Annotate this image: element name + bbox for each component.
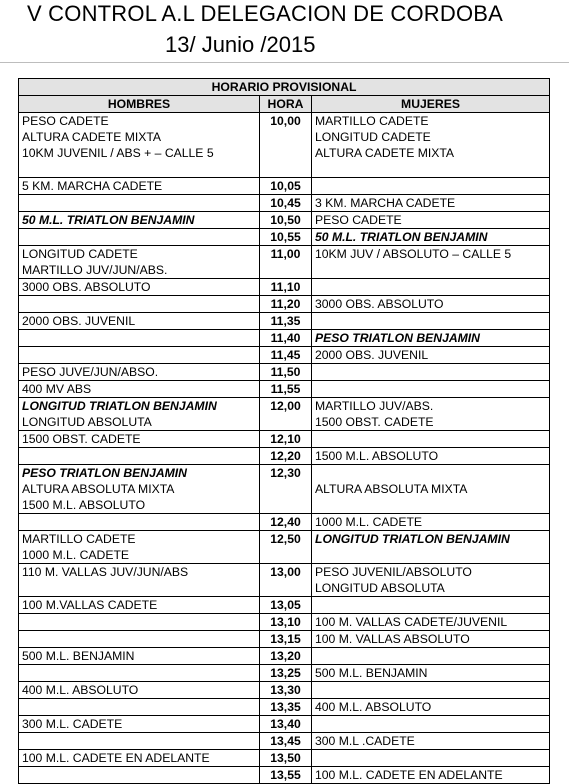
event-line bbox=[315, 431, 546, 447]
table-row bbox=[19, 614, 550, 631]
table-row bbox=[19, 597, 550, 614]
men-event-cell bbox=[19, 767, 260, 784]
event-line: 3000 OBS. ABSOLUTO bbox=[22, 280, 151, 294]
event-line: 1000 M.L. CADETE bbox=[22, 548, 130, 562]
time-cell: 11,45 bbox=[260, 347, 312, 364]
table-row bbox=[19, 431, 550, 448]
event-line bbox=[22, 733, 256, 749]
table-row bbox=[19, 750, 550, 767]
column-header-men: HOMBRES bbox=[19, 96, 260, 113]
time-cell: 13,20 bbox=[260, 648, 312, 665]
event-line bbox=[22, 665, 256, 681]
event-line: 500 M.L. BENJAMIN bbox=[315, 666, 428, 680]
event-line: PESO CADETE bbox=[22, 114, 109, 128]
table-row bbox=[19, 682, 550, 699]
table-row bbox=[19, 665, 550, 682]
time-cell: 12,40 bbox=[260, 514, 312, 531]
women-event-cell bbox=[312, 531, 550, 564]
women-event-cell bbox=[312, 465, 550, 514]
event-line bbox=[315, 178, 546, 194]
women-event-cell bbox=[312, 398, 550, 431]
event-line bbox=[315, 313, 546, 329]
event-line: ALTURA CADETE MIXTA bbox=[315, 146, 455, 160]
time-cell: 13,55 bbox=[260, 767, 312, 784]
event-line: 10KM JUV / ABSOLUTO – CALLE 5 bbox=[315, 247, 512, 261]
event-line: 100 M. VALLAS CADETE/JUVENIL bbox=[315, 615, 508, 629]
time-cell: 10,00 bbox=[260, 113, 312, 178]
time-cell: 11,40 bbox=[260, 330, 312, 347]
time-cell: 13,05 bbox=[260, 597, 312, 614]
event-line: 2000 OBS. JUVENIL bbox=[315, 348, 429, 362]
event-line: PESO CADETE bbox=[315, 213, 402, 227]
men-event-cell bbox=[19, 113, 260, 178]
event-line: PESO TRIATLON BENJAMIN bbox=[22, 466, 187, 480]
event-line: 100 M.L. CADETE EN ADELANTE bbox=[315, 768, 503, 782]
table-row bbox=[19, 465, 550, 514]
table-row bbox=[19, 648, 550, 665]
men-event-cell bbox=[19, 195, 260, 212]
men-event-cell bbox=[19, 279, 260, 296]
event-line: 110 M. VALLAS JUV/JUN/ABS bbox=[22, 565, 189, 579]
event-line: 300 M.L. CADETE bbox=[22, 717, 123, 731]
document-title: V CONTROL A.L DELEGACION DE CORDOBA bbox=[27, 1, 504, 26]
time-cell: 10,05 bbox=[260, 178, 312, 195]
title-divider bbox=[0, 62, 569, 63]
event-line bbox=[315, 381, 546, 397]
time-cell: 11,35 bbox=[260, 313, 312, 330]
document-date: 13/ Junio /2015 bbox=[165, 32, 316, 57]
event-line: MARTILLO CADETE bbox=[315, 114, 429, 128]
women-event-cell bbox=[312, 381, 550, 398]
table-row bbox=[19, 716, 550, 733]
men-event-cell bbox=[19, 347, 260, 364]
event-line: 10KM JUVENIL / ABS + – CALLE 5 bbox=[22, 146, 214, 160]
women-event-cell bbox=[312, 597, 550, 614]
event-line: 2000 OBS. JUVENIL bbox=[22, 314, 136, 328]
event-line: 400 M.L. ABSOLUTO bbox=[315, 700, 432, 714]
men-event-cell bbox=[19, 699, 260, 716]
time-cell: 13,50 bbox=[260, 750, 312, 767]
event-line bbox=[315, 648, 546, 664]
time-cell: 13,00 bbox=[260, 564, 312, 597]
women-event-cell bbox=[312, 767, 550, 784]
men-event-cell bbox=[19, 597, 260, 614]
women-event-cell bbox=[312, 631, 550, 648]
table-row bbox=[19, 364, 550, 381]
men-event-cell bbox=[19, 364, 260, 381]
table-row bbox=[19, 279, 550, 296]
event-line: 3 KM. MARCHA CADETE bbox=[315, 196, 456, 210]
event-line bbox=[22, 514, 256, 530]
time-cell: 13,10 bbox=[260, 614, 312, 631]
event-line: MARTILLO CADETE bbox=[22, 532, 136, 546]
event-line bbox=[22, 195, 256, 211]
table-row bbox=[19, 195, 550, 212]
table-row bbox=[19, 296, 550, 313]
women-event-cell bbox=[312, 564, 550, 597]
men-event-cell bbox=[19, 733, 260, 750]
women-event-cell bbox=[312, 296, 550, 313]
event-line: 50 M.L. TRIATLON BENJAMIN bbox=[315, 230, 488, 244]
table-header-row bbox=[19, 96, 550, 113]
event-line: MARTILLO JUV/JUN/ABS. bbox=[22, 263, 168, 277]
time-cell: 11,50 bbox=[260, 364, 312, 381]
event-line: PESO TRIATLON BENJAMIN bbox=[315, 331, 480, 345]
women-event-cell bbox=[312, 330, 550, 347]
time-cell: 12,00 bbox=[260, 398, 312, 431]
men-event-cell bbox=[19, 531, 260, 564]
table-row bbox=[19, 178, 550, 195]
event-line bbox=[315, 465, 546, 481]
men-event-cell bbox=[19, 648, 260, 665]
time-cell: 13,40 bbox=[260, 716, 312, 733]
event-line: 500 M.L. BENJAMIN bbox=[22, 649, 135, 663]
women-event-cell bbox=[312, 750, 550, 767]
event-line: ALTURA CADETE MIXTA bbox=[22, 130, 162, 144]
men-event-cell bbox=[19, 212, 260, 229]
schedule-body bbox=[19, 113, 550, 784]
event-line bbox=[315, 750, 546, 766]
men-event-cell bbox=[19, 229, 260, 246]
event-line: ALTURA ABSOLUTA MIXTA bbox=[22, 482, 175, 496]
event-line bbox=[22, 161, 256, 177]
table-caption: HORARIO PROVISIONAL bbox=[19, 79, 550, 96]
event-line: 300 M.L .CADETE bbox=[315, 734, 415, 748]
women-event-cell bbox=[312, 347, 550, 364]
men-event-cell bbox=[19, 398, 260, 431]
time-cell: 11,20 bbox=[260, 296, 312, 313]
women-event-cell bbox=[312, 178, 550, 195]
event-line: ALTURA ABSOLUTA MIXTA bbox=[315, 482, 468, 496]
men-event-cell bbox=[19, 330, 260, 347]
event-line bbox=[22, 330, 256, 346]
event-line: 1000 M.L. CADETE bbox=[315, 515, 423, 529]
men-event-cell bbox=[19, 682, 260, 699]
table-row bbox=[19, 531, 550, 564]
women-event-cell bbox=[312, 648, 550, 665]
table-row bbox=[19, 631, 550, 648]
event-line: 5 KM. MARCHA CADETE bbox=[22, 179, 163, 193]
event-line bbox=[22, 631, 256, 647]
women-event-cell bbox=[312, 682, 550, 699]
men-event-cell bbox=[19, 514, 260, 531]
women-event-cell bbox=[312, 113, 550, 178]
table-row bbox=[19, 246, 550, 279]
event-line: 50 M.L. TRIATLON BENJAMIN bbox=[22, 213, 195, 227]
time-cell: 10,45 bbox=[260, 195, 312, 212]
event-line: 100 M.VALLAS CADETE bbox=[22, 598, 158, 612]
event-line bbox=[22, 614, 256, 630]
table-row bbox=[19, 514, 550, 531]
time-cell: 12,20 bbox=[260, 448, 312, 465]
men-event-cell bbox=[19, 665, 260, 682]
event-line: 1500 OBST. CADETE bbox=[315, 415, 434, 429]
table-row bbox=[19, 381, 550, 398]
event-line: 1500 OBST. CADETE bbox=[22, 432, 141, 446]
event-line: PESO JUVE/JUN/ABSO. bbox=[22, 365, 159, 379]
event-line: 100 M.L. CADETE EN ADELANTE bbox=[22, 751, 210, 765]
event-line bbox=[22, 229, 256, 245]
table-row bbox=[19, 564, 550, 597]
event-line bbox=[22, 347, 256, 363]
time-cell: 13,35 bbox=[260, 699, 312, 716]
event-line bbox=[315, 364, 546, 380]
event-line bbox=[22, 767, 256, 783]
event-line: LONGITUD ABSOLUTA bbox=[22, 415, 152, 429]
men-event-cell bbox=[19, 448, 260, 465]
table-row bbox=[19, 347, 550, 364]
time-cell: 11,10 bbox=[260, 279, 312, 296]
women-event-cell bbox=[312, 364, 550, 381]
men-event-cell bbox=[19, 465, 260, 514]
women-event-cell bbox=[312, 614, 550, 631]
women-event-cell bbox=[312, 699, 550, 716]
table-row bbox=[19, 448, 550, 465]
event-line: LONGITUD TRIATLON BENJAMIN bbox=[315, 532, 510, 546]
table-row bbox=[19, 313, 550, 330]
men-event-cell bbox=[19, 296, 260, 313]
men-event-cell bbox=[19, 716, 260, 733]
time-cell: 12,30 bbox=[260, 465, 312, 514]
men-event-cell bbox=[19, 313, 260, 330]
table-row bbox=[19, 113, 550, 178]
event-line: PESO JUVENIL/ABSOLUTO bbox=[315, 565, 472, 579]
men-event-cell bbox=[19, 631, 260, 648]
event-line bbox=[22, 699, 256, 715]
time-cell: 13,15 bbox=[260, 631, 312, 648]
men-event-cell bbox=[19, 381, 260, 398]
men-event-cell bbox=[19, 431, 260, 448]
women-event-cell bbox=[312, 313, 550, 330]
event-line: LONGITUD TRIATLON BENJAMIN bbox=[22, 399, 217, 413]
event-line: 100 M. VALLAS ABSOLUTO bbox=[315, 632, 470, 646]
table-row bbox=[19, 733, 550, 750]
event-line: 400 M.L. ABSOLUTO bbox=[22, 683, 139, 697]
table-row bbox=[19, 330, 550, 347]
event-line bbox=[315, 716, 546, 732]
column-header-time: HORA bbox=[260, 96, 312, 113]
women-event-cell bbox=[312, 212, 550, 229]
table-row bbox=[19, 229, 550, 246]
table-row bbox=[19, 699, 550, 716]
event-line bbox=[315, 682, 546, 698]
women-event-cell bbox=[312, 229, 550, 246]
event-line: 1500 M.L. ABSOLUTO bbox=[315, 449, 439, 463]
column-header-women: MUJERES bbox=[312, 96, 550, 113]
men-event-cell bbox=[19, 246, 260, 279]
time-cell: 12,50 bbox=[260, 531, 312, 564]
table-caption-row bbox=[19, 79, 550, 96]
time-cell: 12,10 bbox=[260, 431, 312, 448]
event-line: 400 MV ABS bbox=[22, 382, 92, 396]
women-event-cell bbox=[312, 665, 550, 682]
women-event-cell bbox=[312, 246, 550, 279]
event-line bbox=[315, 279, 546, 295]
event-line: LONGITUD ABSOLUTA bbox=[315, 581, 445, 595]
women-event-cell bbox=[312, 195, 550, 212]
event-line: MARTILLO JUV/ABS. bbox=[315, 399, 434, 413]
men-event-cell bbox=[19, 614, 260, 631]
time-cell: 13,25 bbox=[260, 665, 312, 682]
time-cell: 10,55 bbox=[260, 229, 312, 246]
event-line bbox=[315, 597, 546, 613]
time-cell: 10,50 bbox=[260, 212, 312, 229]
table-row bbox=[19, 767, 550, 784]
time-cell: 11,00 bbox=[260, 246, 312, 279]
table-row bbox=[19, 398, 550, 431]
event-line: 3000 OBS. ABSOLUTO bbox=[315, 297, 444, 311]
women-event-cell bbox=[312, 448, 550, 465]
men-event-cell bbox=[19, 178, 260, 195]
schedule-table bbox=[18, 78, 550, 784]
event-line: LONGITUD CADETE bbox=[315, 130, 431, 144]
event-line bbox=[22, 296, 256, 312]
time-cell: 13,30 bbox=[260, 682, 312, 699]
time-cell: 13,45 bbox=[260, 733, 312, 750]
time-cell: 11,55 bbox=[260, 381, 312, 398]
women-event-cell bbox=[312, 514, 550, 531]
women-event-cell bbox=[312, 279, 550, 296]
event-line: LONGITUD CADETE bbox=[22, 247, 138, 261]
event-line: 1500 M.L. ABSOLUTO bbox=[22, 498, 146, 512]
event-line bbox=[22, 448, 256, 464]
women-event-cell bbox=[312, 716, 550, 733]
men-event-cell bbox=[19, 750, 260, 767]
women-event-cell bbox=[312, 733, 550, 750]
men-event-cell bbox=[19, 564, 260, 597]
table-row bbox=[19, 212, 550, 229]
women-event-cell bbox=[312, 431, 550, 448]
